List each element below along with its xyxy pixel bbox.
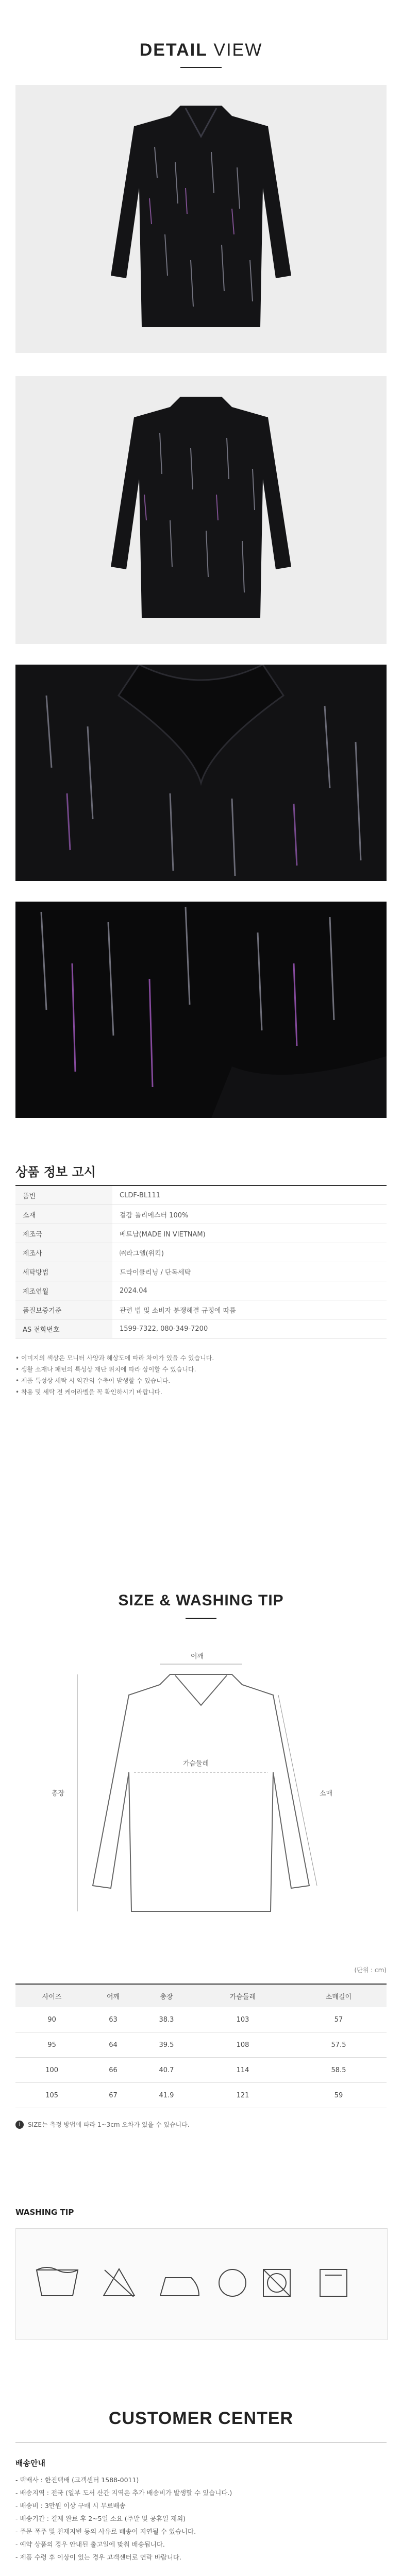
size-header: 사이즈 <box>15 1984 88 2007</box>
title-underline <box>180 67 222 68</box>
shipping-info-block <box>15 2458 387 2564</box>
table-row <box>15 1224 387 1243</box>
product-photo-back <box>15 376 387 644</box>
detail-view-light: VIEW <box>207 40 263 60</box>
block-line: - 주문 폭주 및 천재지변 등의 사유로 배송이 지연될 수 있습니다. <box>15 2528 196 2535</box>
size-cell: 57.5 <box>291 2032 387 2058</box>
table-row <box>15 1205 387 1224</box>
detail-photo-collar <box>15 665 387 881</box>
size-note-text: SIZE는 측정 방법에 따라 1~3cm 오차가 있을 수 있습니다. <box>28 2121 190 2128</box>
table-row <box>15 2032 387 2058</box>
size-table <box>15 1984 387 2108</box>
product-photo-front <box>15 85 387 353</box>
size-cell: 105 <box>15 2083 88 2108</box>
size-unit: (단위 : cm) <box>354 1967 387 1974</box>
label-length: 총장 <box>52 1790 65 1798</box>
size-cell: 39.5 <box>138 2032 195 2058</box>
table-row <box>15 1243 387 1262</box>
size-cell: 90 <box>15 2007 88 2032</box>
table-row <box>15 2083 387 2108</box>
info-key: 세탁방법 <box>15 1262 112 1281</box>
size-cell: 114 <box>195 2058 291 2083</box>
size-header: 소매길이 <box>291 1984 387 2007</box>
block-line: - 배송지역 : 전국 (일부 도서 산간 지역은 추가 배송비가 발생할 수 있습니다.) <box>15 2489 232 2497</box>
note-line: • 제품 특성상 세탁 시 약간의 수축이 발생할 수 있습니다. <box>15 1377 171 1384</box>
table-row <box>15 2058 387 2083</box>
block-line: - 제품 수령 후 이상이 있는 경우 고객센터로 연락 바랍니다. <box>15 2553 181 2561</box>
washing-icons-box <box>15 2228 388 2340</box>
washing-title: WASHING TIP <box>15 2208 74 2217</box>
info-value: 드라이클리닝 / 단독세탁 <box>112 1262 387 1281</box>
product-notes <box>15 1352 387 1398</box>
block-line: - 예약 상품의 경우 안내된 출고일에 맞춰 배송됩니다. <box>15 2540 165 2548</box>
info-value: CLDF-BL111 <box>112 1185 387 1205</box>
info-key: 품질보증기준 <box>15 1300 112 1319</box>
info-key: 품번 <box>15 1185 112 1205</box>
info-value: 1599-7322, 080-349-7200 <box>112 1319 387 1338</box>
size-note <box>15 2120 387 2129</box>
size-title-rule <box>186 1618 216 1619</box>
info-key: 소재 <box>15 1205 112 1224</box>
info-key: 제조연월 <box>15 1281 112 1300</box>
size-cell: 67 <box>88 2083 138 2108</box>
block-line: - 택배사 : 한진택배 (고객센터 1588-0011) <box>15 2476 139 2484</box>
table-row <box>15 1319 387 1338</box>
size-cell: 100 <box>15 2058 88 2083</box>
size-cell: 57 <box>291 2007 387 2032</box>
size-cell: 59 <box>291 2083 387 2108</box>
note-line: • 생활 소재나 패턴의 특성상 재단 위치에 따라 상이할 수 있습니다. <box>15 1366 196 1373</box>
block-line: - 배송비 : 3만원 이상 구매 시 무료배송 <box>15 2502 126 2510</box>
info-value: 2024.04 <box>112 1281 387 1300</box>
size-cell: 64 <box>88 2032 138 2058</box>
customer-center-rule <box>15 2442 387 2443</box>
product-info-title: 상품 정보 고시 <box>15 1165 96 1179</box>
note-line: • 이미지의 색상은 모니터 사양과 해상도에 따라 차이가 있을 수 있습니다. <box>15 1354 214 1362</box>
detail-photo-hem <box>15 902 387 1118</box>
size-cell: 38.3 <box>138 2007 195 2032</box>
label-shoulder: 어깨 <box>191 1653 204 1660</box>
info-value: ㈜라그엘(위킥) <box>112 1243 387 1262</box>
table-row <box>15 1262 387 1281</box>
info-key: 제조사 <box>15 1243 112 1262</box>
info-key: AS 전화번호 <box>15 1319 112 1338</box>
note-line: • 착용 및 세탁 전 케어라벨을 꼭 확인하시기 바랍니다. <box>15 1388 162 1396</box>
size-header: 가슴둘레 <box>195 1984 291 2007</box>
info-value: 베트남(MADE IN VIETNAM) <box>112 1224 387 1243</box>
table-row <box>15 1185 387 1205</box>
block-line: - 배송기간 : 결제 완료 후 2~5일 소요 (주말 및 공휴일 제외) <box>15 2515 186 2522</box>
size-cell: 121 <box>195 2083 291 2108</box>
detail-view-title <box>0 40 402 60</box>
size-cell: 63 <box>88 2007 138 2032</box>
size-cell: 95 <box>15 2032 88 2058</box>
table-row <box>15 1300 387 1319</box>
size-cell: 66 <box>88 2058 138 2083</box>
size-cell: 58.5 <box>291 2058 387 2083</box>
size-cell: 108 <box>195 2032 291 2058</box>
detail-view-bold: DETAIL <box>139 40 208 60</box>
label-sleeve: 소매 <box>320 1790 333 1798</box>
size-header: 어깨 <box>88 1984 138 2007</box>
info-value: 관련 법 및 소비자 분쟁해결 규정에 따름 <box>112 1300 387 1319</box>
block-heading: 배송안내 <box>15 2459 45 2468</box>
product-info-table <box>15 1185 387 1338</box>
size-cell: 41.9 <box>138 2083 195 2108</box>
size-cell: 40.7 <box>138 2058 195 2083</box>
size-cell: 103 <box>195 2007 291 2032</box>
info-icon: i <box>15 2121 24 2129</box>
table-row <box>15 1281 387 1300</box>
size-header-row <box>15 1984 387 2007</box>
size-diagram <box>31 1643 371 1932</box>
table-row <box>15 2007 387 2032</box>
info-value: 겉감 폴리에스터 100% <box>112 1205 387 1224</box>
size-header: 총장 <box>138 1984 195 2007</box>
info-key: 제조국 <box>15 1224 112 1243</box>
label-chest: 가슴둘레 <box>183 1760 209 1768</box>
customer-center-title: CUSTOMER CENTER <box>108 2409 294 2428</box>
size-title: SIZE & WASHING TIP <box>118 1592 284 1609</box>
